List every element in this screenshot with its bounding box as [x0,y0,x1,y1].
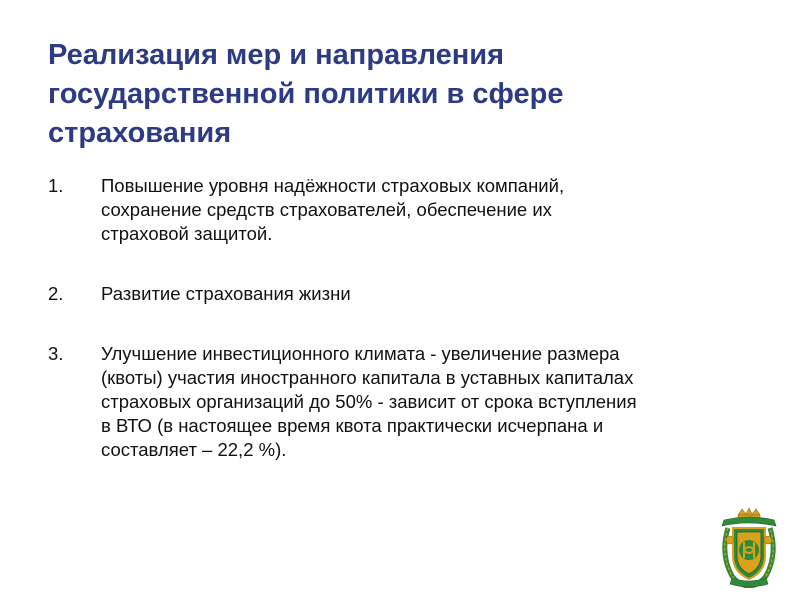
crest-emblem-icon [718,506,780,588]
list-item-line: Улучшение инвестиционного климата - увеличение размера [101,343,620,364]
list-item-text [101,282,761,306]
numbered-list [48,174,768,462]
list-item-line: страховых организаций до 50% - зависит от срока вступления [101,391,637,412]
list-item [48,342,768,462]
title-line-3: страхования [48,117,232,149]
slide-title [48,36,708,153]
list-item-number: 3. [48,343,64,364]
list-item [48,282,768,306]
list-item [48,174,768,246]
list-item-number: 2. [48,283,64,304]
list-item-line: Повышение уровня надёжности страховых компаний, [101,175,565,196]
list-item-line: в ВТО (в настоящее время квота практически исчерпана и [101,415,604,436]
title-line-1: Реализация мер и направления [48,39,505,71]
list-item-line: составляет – 22,2 %). [101,439,287,460]
list-item-line: сохранение средств страхователей, обеспечение их [101,199,552,220]
title-line-2: государственной политики в сфере [48,78,564,110]
list-item-line: страховой защитой. [101,223,273,244]
list-item-text [101,174,761,246]
list-item-line: (квоты) участия иностранного капитала в уставных капиталах [101,367,634,388]
list-item-line: Развитие страхования жизни [101,283,351,304]
list-item-number: 1. [48,175,64,196]
list-item-text [101,342,761,462]
